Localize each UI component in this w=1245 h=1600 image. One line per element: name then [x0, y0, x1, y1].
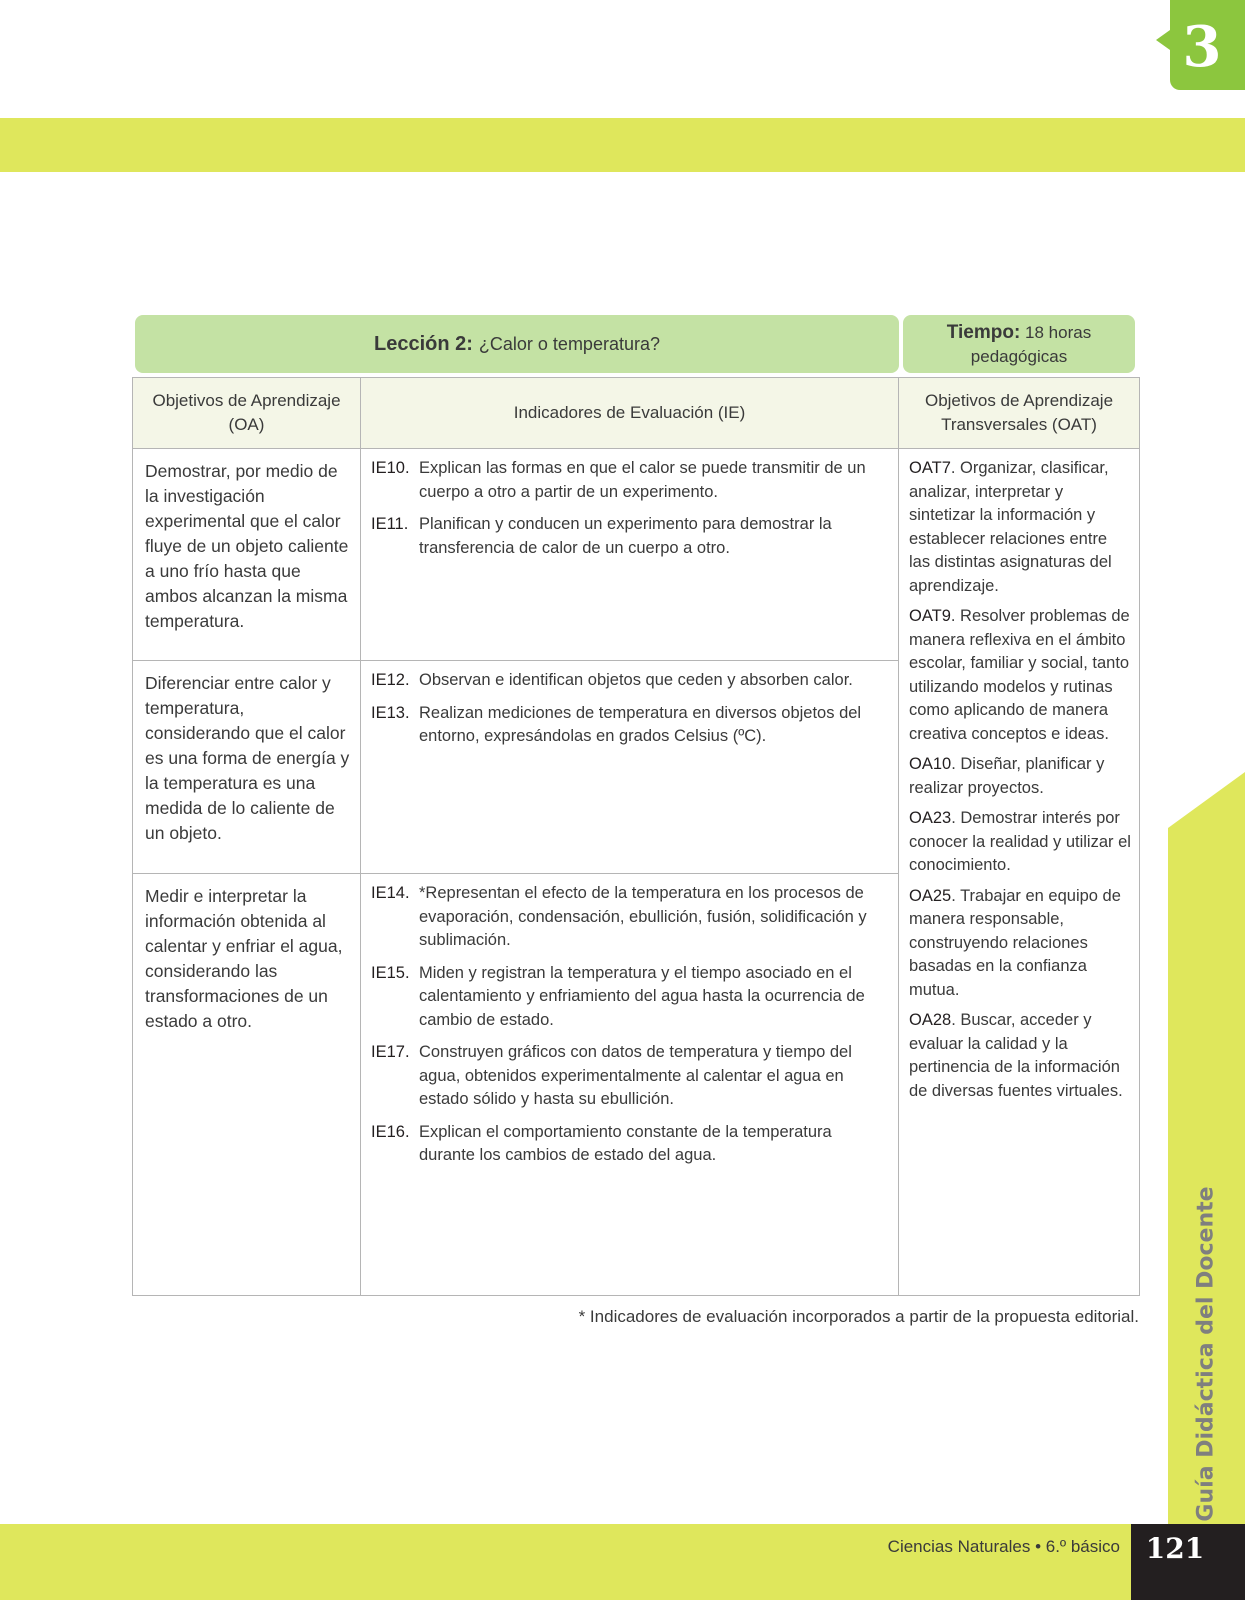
ie-code: IE17. — [371, 1043, 410, 1061]
table-header-row — [133, 378, 1140, 449]
oa-header-line1: Objetivos de Aprendizaje — [152, 391, 341, 410]
time-value: 18 horas — [1025, 323, 1092, 342]
time-value-unit: pedagógicas — [970, 347, 1068, 366]
top-color-band — [0, 118, 1245, 172]
oat-code: OA10 — [909, 755, 952, 773]
table-row — [133, 449, 1140, 661]
ie-code: IE10. — [371, 459, 410, 477]
oat-item — [909, 753, 1131, 800]
ie-item — [371, 882, 890, 953]
footnote: * Indicadores de evaluación incorporados a partir de la propuesta editorial. — [578, 1307, 1139, 1326]
ie-code: IE13. — [371, 703, 410, 722]
ie-item — [371, 702, 890, 749]
oa-column-header — [133, 378, 361, 449]
oat-item — [909, 885, 1131, 1003]
oat-cell — [899, 449, 1140, 1296]
ie-text: Explican las formas en que el calor se puede transmitir de un cuerpo a otro a partir de un experimento. — [419, 459, 866, 501]
ie-text: Realizan mediciones de temperatura en diversos objetos del entorno, expresándolas en grados Celsius (ºC). — [419, 703, 862, 745]
ie-text: Planifican y conducen un experimento para demostrar la transferencia de calor de un cuerpo a otro. — [419, 515, 832, 557]
oat-header-line1: Objetivos de Aprendizaje — [924, 391, 1114, 410]
lesson-label: Lección 2: — [373, 332, 473, 355]
side-title-text: Guía Didáctica del Docente — [1193, 1186, 1219, 1522]
page-number: 121 — [1145, 1532, 1205, 1565]
page-number-box — [1131, 1524, 1245, 1600]
oat-header-line2: Transversales (OAT) — [941, 415, 1097, 434]
ie-text: Explican el comportamiento constante de la temperatura durante los cambios de estado del agua. — [419, 1122, 832, 1164]
oa-cell: Demostrar, por medio de la investigación experimental que el calor fluye de un objeto caliente a uno frío hasta que ambos alcanzan la misma temperatura. — [133, 449, 361, 661]
ie-item — [371, 1041, 890, 1112]
oat-text: . Demostrar interés por conocer la realidad y utilizar el conocimiento. — [909, 809, 1131, 874]
oat-text: . Buscar, acceder y evaluar la calidad y la pertinencia de la información de diversas fuentes virtuales. — [909, 1011, 1123, 1100]
ie-text: Miden y registran la temperatura y el tiempo asociado en el calentamiento y enfriamiento del agua hasta la ocurrencia de cambio de estado. — [419, 963, 865, 1029]
oat-column-header — [899, 378, 1140, 449]
ie-code: IE14. — [371, 884, 410, 902]
time-label: Tiempo: — [946, 322, 1021, 343]
oat-code: OAT9 — [909, 607, 951, 625]
oa-cell: Diferenciar entre calor y temperatura, considerando que el calor es una forma de energía y la temperatura es una medida de lo caliente de un objeto. — [133, 661, 361, 874]
ie-text: Construyen gráficos con datos de temperatura y tiempo del agua, obtenidos experimentalmente al calentar el agua en estado sólido y hasta su ebullición. — [419, 1043, 852, 1108]
oa-header-line2: (OA) — [228, 415, 265, 434]
ie-item — [371, 962, 890, 1033]
ie-item — [371, 1121, 890, 1168]
oat-code: OA28 — [909, 1011, 952, 1029]
ie-item — [371, 513, 890, 560]
ie-code: IE11. — [371, 515, 409, 533]
footer-subject: Ciencias Naturales • 6.º básico — [887, 1537, 1120, 1556]
bottom-color-band — [0, 1524, 1245, 1600]
side-title — [1168, 1186, 1245, 1522]
ie-code: IE12. — [371, 671, 410, 689]
ie-cell — [361, 449, 899, 661]
oat-item — [909, 605, 1131, 746]
oat-item — [909, 457, 1131, 598]
ie-item — [371, 457, 890, 504]
ie-column-header: Indicadores de Evaluación (IE) — [361, 378, 899, 449]
lesson-title: ¿Calor o temperatura? — [478, 333, 660, 354]
lesson-header — [135, 315, 899, 373]
oat-text: . Resolver problemas de manera reflexiva en el ámbito escolar, familiar y social, tanto utilizando modelos y rutinas como aplicando de manera creativa conceptos e ideas. — [909, 607, 1130, 743]
lesson-plan-table — [132, 377, 1140, 1296]
unit-tab-notch — [1156, 30, 1170, 50]
oat-text: . Diseñar, planificar y realizar proyectos. — [909, 755, 1105, 797]
ie-text: *Representan el efecto de la temperatura en los procesos de evaporación, condensación, ebullición, fusión, solidificación y sublimación. — [419, 884, 867, 949]
oat-code: OA25 — [909, 886, 952, 905]
oat-text: . Trabajar en equipo de manera responsable, construyendo relaciones basadas en la confianza mutua. — [909, 886, 1121, 999]
ie-code: IE15. — [371, 963, 410, 982]
ie-code: IE16. — [371, 1122, 410, 1141]
ie-item — [371, 669, 890, 693]
oat-item — [909, 807, 1131, 878]
unit-tab — [1170, 0, 1245, 90]
oat-item — [909, 1009, 1131, 1103]
unit-number: 3 — [1182, 14, 1222, 80]
oat-code: OAT7 — [909, 459, 951, 477]
oat-code: OA23 — [909, 809, 952, 827]
oa-cell: Medir e interpretar la información obtenida al calentar y enfriar el agua, considerando las transformaciones de un estado a otro. — [133, 874, 361, 1296]
time-header — [903, 315, 1135, 373]
oat-text: . Organizar, clasificar, analizar, interpretar y sintetizar la información y establecer relaciones entre las distintas asignaturas del aprendizaje. — [909, 459, 1112, 595]
ie-cell — [361, 661, 899, 874]
ie-text: Observan e identifican objetos que ceden y absorben calor. — [419, 671, 853, 689]
ie-cell — [361, 874, 899, 1296]
